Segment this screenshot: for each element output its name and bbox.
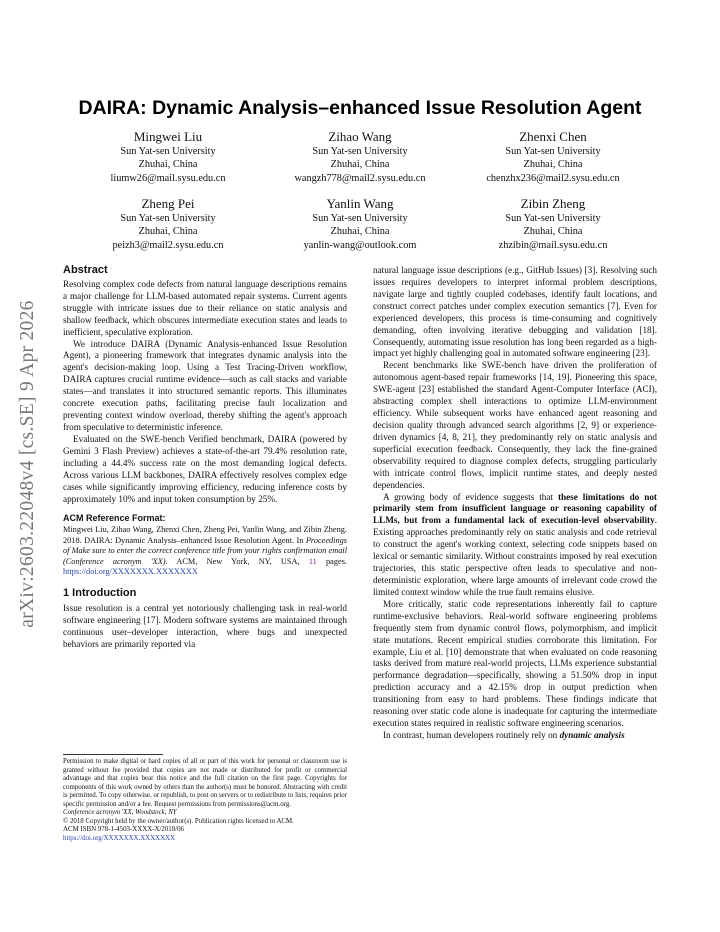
author-location: Zhuhai, China bbox=[523, 226, 583, 238]
author-block bbox=[68, 196, 268, 252]
author-email: yanlin-wang@outlook.com bbox=[303, 239, 417, 251]
author-email: chenzhx236@mail2.sysu.edu.cn bbox=[486, 172, 620, 184]
intro-paragraph bbox=[373, 492, 657, 599]
author-affiliation: Sun Yat-sen University bbox=[505, 213, 601, 224]
author-name: Zihao Wang bbox=[328, 129, 392, 144]
author-block bbox=[68, 129, 268, 185]
author-location: Zhuhai, China bbox=[330, 226, 390, 238]
intro-paragraph: Recent benchmarks like SWE-bench have driven the proliferation of autonomous agent-based repair frameworks [14, 19]. Pioneering this space, SWE-agent [23] established the standard Agent-Computer Interface (ACI), abstracting complex shell interactions to optimize LLM-environment efficiency. While subsequent works have enhanced agent reasoning and decision quality through advanced search algorithms [2, 9] or experience-driven dynamics [4, 8, 21], they predominantly rely on static analysis and superficial execution feedback. Consequently, they lack the fine-grained observability required to diagnose complex defects, struggling particularly with intricate control flows, implicit runtime states, and deeply nested dependencies. bbox=[373, 360, 657, 490]
abstract-heading: Abstract bbox=[63, 264, 108, 276]
intro-bold-claim: these limitations do not primarily stem from insufficient language or reasoning capability of LLMs, but from a fundamental lack of execution-level observability bbox=[373, 491, 657, 526]
author-name: Zheng Pei bbox=[141, 196, 195, 211]
intro-paragraph: More critically, static code representations inherently fail to capture runtime-exclusive behaviors. Real-world software engineering problems frequently stem from dynamic control flows, polymorphism, and implicit state mutations. Recent empirical studies corroborate this limitation. For example, Liu et al. [10] demonstrate that when evaluated on code reasoning tasks derived from mature real-world projects, LLMs experience substantial performance degradation—specifically, showing a 51.50% drop in input prediction accuracy and a 42.15% drop in output prediction when transitioning from easy to hard problems. These findings indicate that reasoning over static code alone is inadequate for capturing the intermediate execution states required in realistic software engineering scenarios. bbox=[373, 598, 657, 729]
author-block bbox=[453, 129, 653, 185]
intro-paragraph bbox=[373, 730, 657, 742]
footnote-rule bbox=[63, 754, 163, 755]
arxiv-watermark bbox=[12, 262, 44, 666]
acm-ref-venue: Proceedings of Make sure to enter the correct conference title from your rights confirmation email (Conference acronym 'XX). bbox=[63, 535, 347, 566]
abstract-paragraph: Resolving complex code defects from natural language descriptions remains a major challenge for LLM-based automated repair systems. Current agents struggle with intricate issues due to their reliance on static analysis and shallow feedback, which obscures intermediate execution states and leads to inefficient, speculative exploration. bbox=[63, 278, 347, 337]
author-block bbox=[260, 196, 460, 252]
conference-line: Conference acronym 'XX, Woodstock, NY bbox=[63, 809, 177, 816]
author-affiliation: Sun Yat-sen University bbox=[505, 146, 601, 157]
copyright-footnote bbox=[63, 754, 347, 843]
abstract-paragraph: We introduce DAIRA (Dynamic Analysis-enhanced Issue Resolution Agent), a pioneering framework that integrates dynamic analysis into the agent's decision-making loop. Using a Test Tracing-Driven workflow, DAIRA captures crucial runtime evidence—such as call stacks and variable states—and translates it into structured semantic reports. This illuminates concrete execution paths, facilitating precise fault localization and preventing context window overload, thereby shifting the agent's approach from speculative to deterministic inference. bbox=[63, 338, 347, 432]
author-email: liumw26@mail.sysu.edu.cn bbox=[110, 172, 226, 184]
author-name: Zhenxi Chen bbox=[519, 129, 587, 144]
author-affiliation: Sun Yat-sen University bbox=[120, 213, 216, 224]
intro-paragraph: natural language issue descriptions (e.g., GitHub Issues) [3]. Resolving such issues requires developers to interpret informal problem descriptions, navigate large and tightly coupled codebases, identify fault locations, and construct correct patches under complex execution semantics [7]. Even for experienced developers, this process is time-consuming and cognitively demanding, often involving iterative debugging and validation [18]. Consequently, automating issue resolution has long been regarded as a high-impact yet highly challenging goal in automated software engineering [23]. bbox=[373, 265, 657, 359]
acm-ref-publisher: ACM, New York, NY, USA, bbox=[167, 556, 309, 566]
author-affiliation: Sun Yat-sen University bbox=[120, 146, 216, 157]
author-location: Zhuhai, China bbox=[138, 159, 198, 171]
author-block bbox=[453, 196, 653, 252]
isbn-line: ACM ISBN 978-1-4503-XXXX-X/2018/06 bbox=[63, 826, 184, 833]
intro-text: A growing body of evidence suggests that bbox=[383, 491, 558, 502]
author-block bbox=[260, 129, 460, 185]
intro-paragraph: Issue resolution is a central yet notoriously challenging task in real-world software engineering [17]. Modern software systems are maintained through continuous user–developer interaction, where bugs and unexpected behaviors are primarily reported via bbox=[63, 602, 347, 649]
author-affiliation: Sun Yat-sen University bbox=[312, 213, 408, 224]
acm-reference-text bbox=[63, 525, 347, 578]
copyright-line: © 2018 Copyright held by the owner/author(s). Publication rights licensed to ACM. bbox=[63, 817, 294, 825]
author-affiliation: Sun Yat-sen University bbox=[312, 146, 408, 157]
intro-text: In contrast, human developers routinely rely on bbox=[383, 729, 560, 740]
acm-ref-authors: Mingwei Liu, Zihao Wang, Zhenxi Chen, Zheng Pei, Yanlin Wang, and Zibin Zheng. 2018. DAIRA: Dynamic Analysis–enhanced Issue Resolution Agent. In bbox=[63, 525, 347, 545]
right-column bbox=[373, 265, 657, 742]
abstract-paragraph: Evaluated on the SWE-bench Verified benchmark, DAIRA (powered by Gemini 3 Flash Preview) achieves a state-of-the-art 79.4% resolution rate, including a 44.4% success rate on the most demanding logical defects. Across various LLM backbones, DAIRA effectively resolves complex edge cases while significantly improving efficiency, reducing inference costs by approximately 10% and input token consumption by 25%. bbox=[63, 433, 347, 504]
author-email: wangzh778@mail2.sysu.edu.cn bbox=[294, 172, 426, 184]
acm-ref-doi-link[interactable]: https://doi.org/XXXXXXX.XXXXXXX bbox=[63, 567, 198, 577]
author-location: Zhuhai, China bbox=[523, 159, 583, 171]
arxiv-id: arXiv:2603.22048v4 [cs.SE] 9 Apr 2026 bbox=[17, 300, 38, 628]
author-name: Yanlin Wang bbox=[326, 196, 394, 211]
intro-text: . Existing approaches predominantly rely on static analysis and code retrieval to construct the agent's working context, selecting code snippets based on lexical or semantic similarity. Without constraints imposed by real execution trajectories, this static perspective often leads to speculative and non-deterministic exploration, where large amounts of irrelevant code crowd the limited context window while the true fault remains elusive. bbox=[373, 515, 657, 597]
acm-reference-heading: ACM Reference Format: bbox=[63, 513, 166, 524]
author-location: Zhuhai, China bbox=[330, 159, 390, 171]
author-location: Zhuhai, China bbox=[138, 226, 198, 238]
left-column bbox=[63, 265, 347, 650]
paper-title: DAIRA: Dynamic Analysis–enhanced Issue Resolution Agent bbox=[78, 97, 642, 119]
author-name: Mingwei Liu bbox=[133, 129, 203, 144]
footnote-doi-link[interactable]: https://doi.org/XXXXXXX.XXXXXXX bbox=[63, 834, 176, 842]
section-heading-introduction: 1 Introduction bbox=[63, 586, 137, 599]
author-email: peizh3@mail2.sysu.edu.cn bbox=[112, 239, 224, 251]
intro-emphasis: dynamic analysis bbox=[559, 729, 625, 740]
permission-notice: Permission to make digital or hard copies of all or part of this work for personal or classroom use is granted without fee provided that copies are not made or distributed for profit or commercial advantage and that copies bear this notice and the full citation on the first page. Copyrights for components of this work owned by others than the author(s) must be honored. Abstracting with credit is permitted. To copy otherwise, or republish, to post on servers or to redistribute to lists, requires prior specific permission and/or a fee. Request permissions from permissions@acm.org. bbox=[63, 758, 347, 808]
acm-ref-pages-link[interactable]: 11 bbox=[308, 556, 317, 566]
author-name: Zibin Zheng bbox=[520, 196, 586, 211]
acm-ref-pages-word: pages. bbox=[316, 556, 348, 566]
author-email: zhzibin@mail.sysu.edu.cn bbox=[498, 239, 608, 251]
